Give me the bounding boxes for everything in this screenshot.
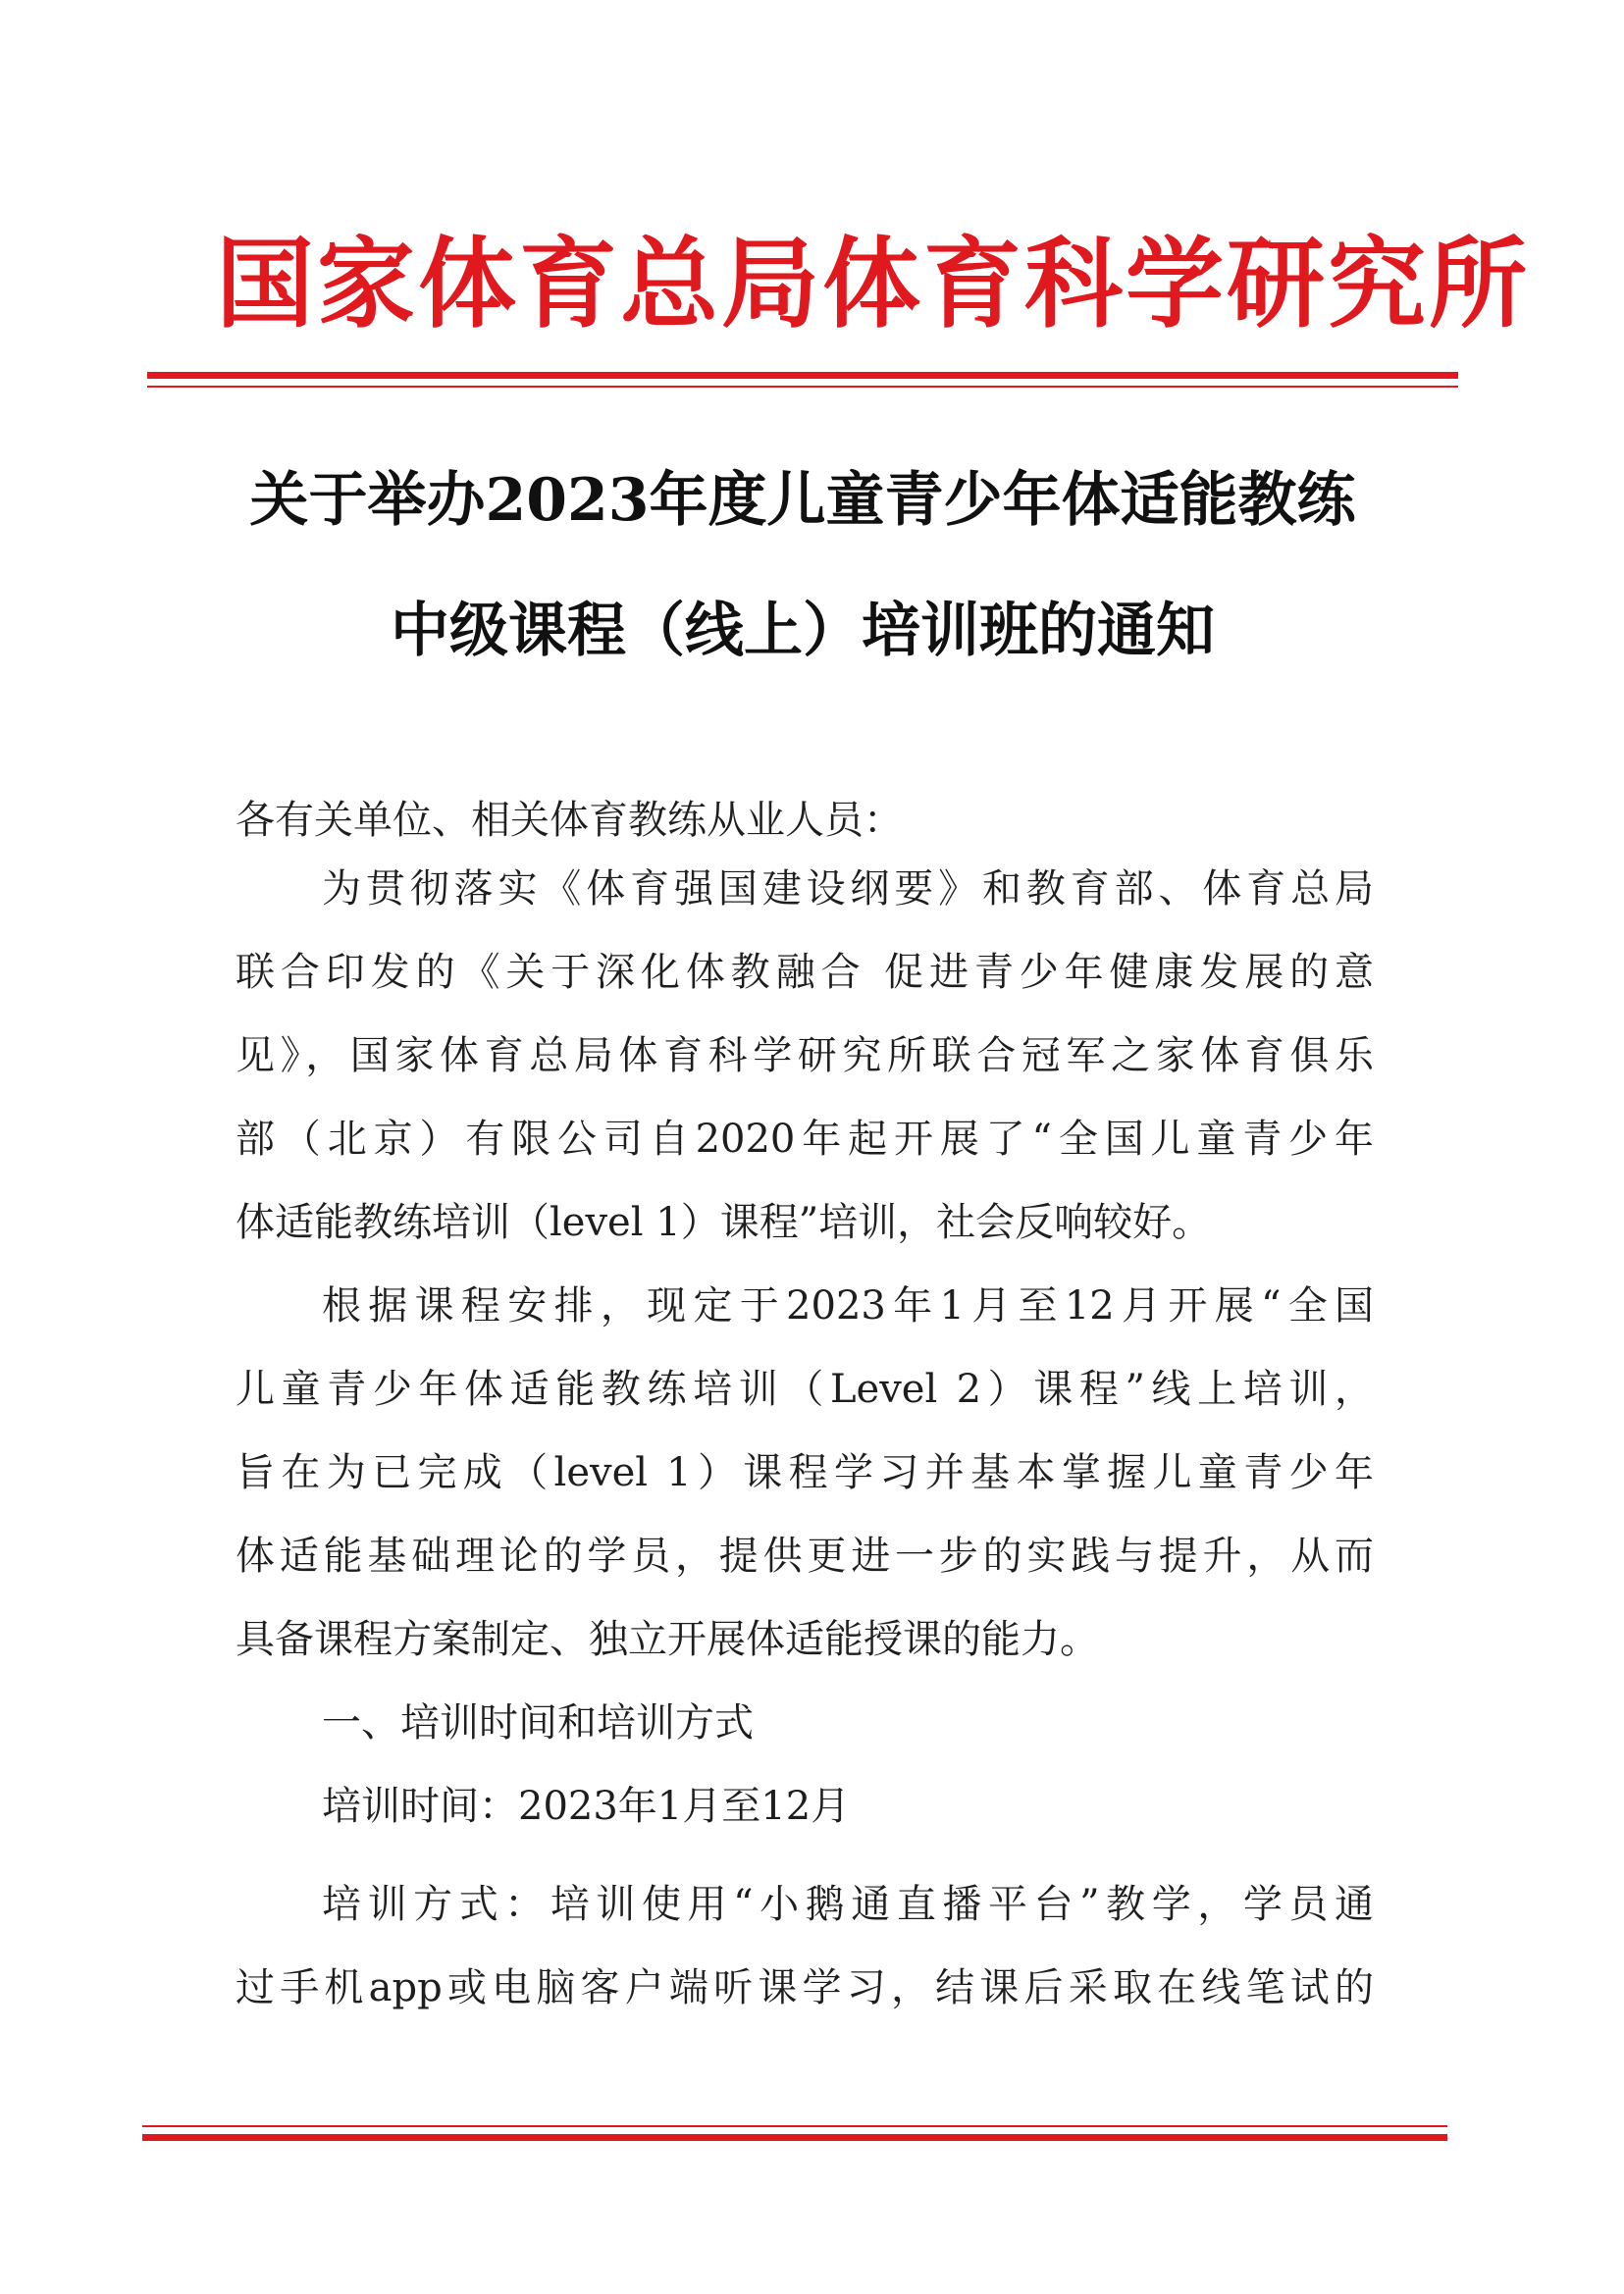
footer-rule-thick (142, 2134, 1447, 2141)
notice-title-line-2: 中级课程（线上）培训班的通知 (391, 597, 1215, 665)
notice-title-line-1: 关于举办2023年度儿童青少年体适能教练 (249, 466, 1356, 535)
section-1-heading: 一、培训时间和培训方式 (322, 1700, 754, 1746)
paragraph-2-line: 具备课程方案制定、独立开展体适能授课的能力。 (236, 1617, 1099, 1662)
paragraph-1-line: 体适能教练培训（level 1）课程”培训，社会反响较好。 (236, 1200, 1212, 1245)
letterhead-org-name: 国家体育总局体育科学研究所 (216, 227, 1530, 341)
paragraph-1-line: 见》，国家体育总局体育科学研究所联合冠军之家体育俱乐 (236, 1033, 1374, 1078)
footer-rule-thin (142, 2125, 1447, 2127)
training-method-line: 培训方式：培训使用“小鹅通直播平台”教学，学员通 (322, 1882, 1374, 1927)
paragraph-1-line: 部（北京）有限公司自2020年起开展了“全国儿童青少年 (236, 1117, 1374, 1162)
training-method-line: 过手机app或电脑客户端听课学习，结课后采取在线笔试的 (236, 1965, 1374, 2010)
training-time: 培训时间：2023年1月至12月 (322, 1784, 851, 1829)
paragraph-1-line: 联合印发的《关于深化体教融合 促进青少年健康发展的意 (236, 950, 1374, 995)
salutation: 各有关单位、相关体育教练从业人员： (236, 798, 903, 843)
letterhead-rule-thin (147, 386, 1458, 388)
paragraph-2-line: 体适能基础理论的学员，提供更进一步的实践与提升，从而 (236, 1534, 1374, 1579)
paragraph-2-line: 根据课程安排，现定于2023年1月至12月开展“全国 (322, 1283, 1374, 1329)
paragraph-2-line: 儿童青少年体适能教练培训（Level 2）课程”线上培训， (236, 1367, 1374, 1412)
paragraph-1-line: 为贯彻落实《体育强国建设纲要》和教育部、体育总局 (322, 866, 1374, 912)
paragraph-2-line: 旨在为已完成（level 1）课程学习并基本掌握儿童青少年 (236, 1450, 1374, 1495)
letterhead-rule-thick (147, 372, 1458, 379)
